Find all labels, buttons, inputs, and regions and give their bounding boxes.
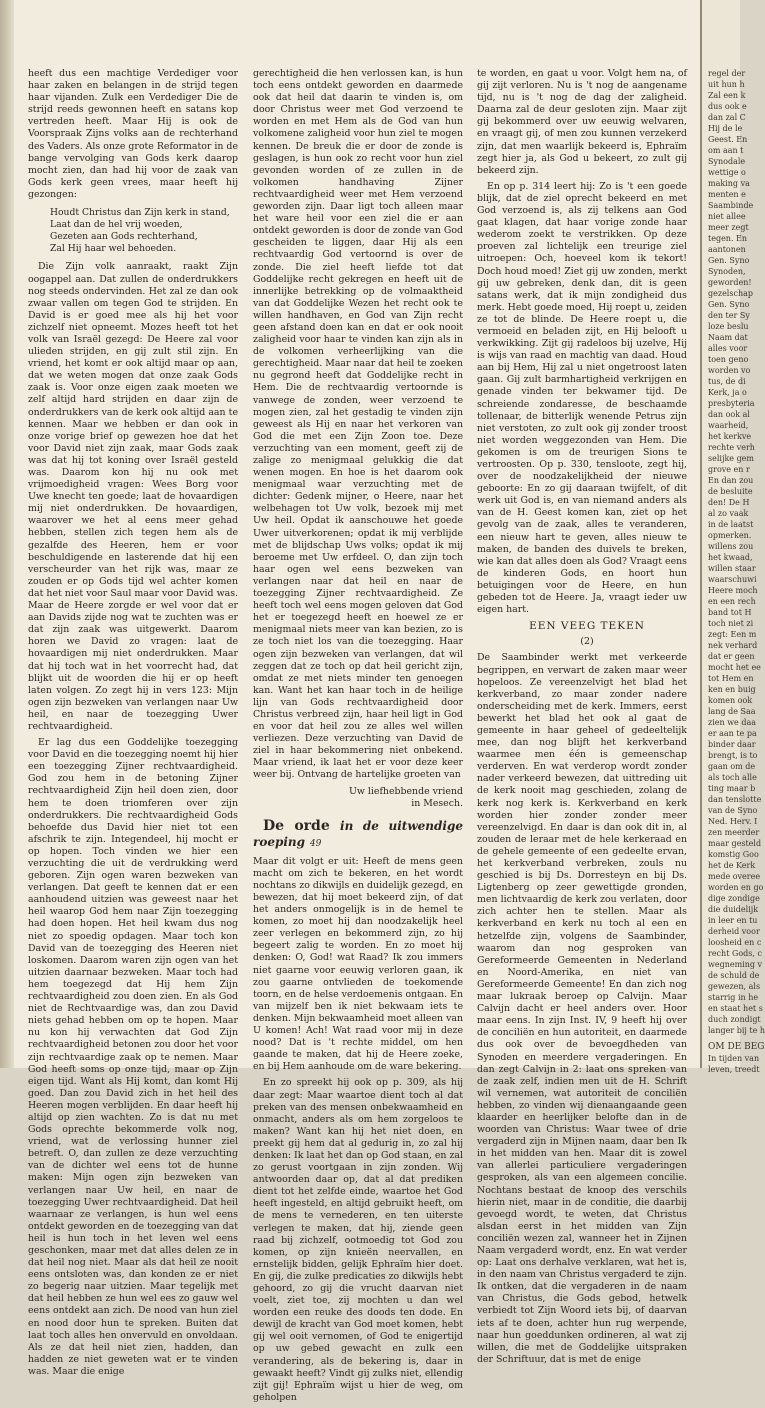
adjacent-text-fragment: al zo vaak bbox=[708, 509, 749, 518]
adjacent-text-fragment: rechte verh bbox=[708, 443, 755, 452]
adjacent-text-fragment: ken en buig bbox=[708, 685, 756, 694]
adjacent-text-fragment: het de Kerk bbox=[708, 861, 756, 870]
adjacent-text-fragment: gaan om de bbox=[708, 762, 756, 771]
col1-paragraph-1: heeft dus een machtige Verdediger voor haar zaken en belangen in de strijd tegen haar vijanden. Zulk een Verdediger Die de strijd reeds gewonnen heeft en satans kop vertreden heeft. Maar Hij is ook de Voorspraak Zijns volks aan de rechterhand des Vaders. Als onze grote Reformator in de bange vervolging van Gods kerk daarop mocht zien, dan had hij voor de zaak van Gods kerk geen vrees, maar heeft hij gezongen: bbox=[28, 68, 238, 200]
adjacent-text-fragment: toen geno bbox=[708, 355, 749, 364]
signature-line: Uw liefhebbende vriend bbox=[349, 785, 463, 797]
adjacent-text-fragment: komstig Goo bbox=[708, 850, 759, 859]
article-heading bbox=[253, 818, 463, 852]
adjacent-text-fragment: En dan zou bbox=[708, 476, 754, 485]
adjacent-text-fragment: wegneming v bbox=[708, 960, 763, 969]
adjacent-text-fragment: regel der bbox=[708, 69, 746, 78]
adjacent-text-fragment: opmerken. bbox=[708, 531, 752, 540]
adjacent-text-fragment: dus ook e bbox=[708, 102, 747, 111]
adjacent-text-fragment: loosheid en c bbox=[708, 938, 762, 947]
verse-line: Gezeten aan Gods rechterhand, bbox=[50, 231, 198, 243]
adjacent-text-fragment: leven, treedt bbox=[708, 1065, 760, 1074]
adjacent-text-fragment: recht Gods, c bbox=[708, 949, 762, 958]
adjacent-text-fragment: derheid voor bbox=[708, 927, 760, 936]
adjacent-text-fragment: gezelschap bbox=[708, 289, 753, 298]
adjacent-text-fragment: aantonen bbox=[708, 245, 746, 254]
adjacent-text-fragment: lang de Saa bbox=[708, 707, 756, 716]
adjacent-text-fragment: het kwaad, bbox=[708, 553, 753, 562]
adjacent-text-fragment: selijke gem bbox=[708, 454, 755, 463]
adjacent-text-fragment: Gen. Syno bbox=[708, 300, 750, 309]
adjacent-text-fragment: Synodale bbox=[708, 157, 746, 166]
adjacent-text-fragment: waarheid, bbox=[708, 421, 749, 430]
adjacent-text-fragment: meer zegt bbox=[708, 223, 749, 232]
adjacent-text-fragment: Geest. En bbox=[708, 135, 748, 144]
adjacent-text-fragment: niet allee bbox=[708, 212, 746, 221]
adjacent-text-fragment: Naam dat bbox=[708, 333, 748, 342]
adjacent-text-fragment: willen staar bbox=[708, 564, 756, 573]
adjacent-text-fragment: mede overee bbox=[708, 872, 761, 881]
col2-paragraph-2: Maar dit volgt er uit: Heeft de mens geen macht om zich te bekeren, en het wordt nochtans zo dikwijls en duidelijk gezegd, en bewezen, dat hij moet bekeerd zijn, of dat het anders onmogelijk is in de hemel te komen, zo moet hij dan noodzakelijk heel zeer verlegen en bekommerd zijn, zo hij begeert zalig te worden. En zo moet hij denken: O, God! wat Raad? Ik zou immers niet gaarne voor eeuwig verloren gaan, ik zou gaarne ontvlieden de toekomende toorn, en de helse verdoemenis ontgaan. En van mijzelf ben ik niet bekwaam iets te denken. Mijn bekwaamheid moet alleen van U komen! Ach! Wat raad voor mij in deze nood? Dat is 't rechte middel, om hen gaande te maken, dat hij de Heere zoeke, en bij Hem aanhoude om de ware bekering. bbox=[253, 855, 463, 1073]
adjacent-text-fragment: alles voor bbox=[708, 344, 748, 353]
adjacent-text-fragment: Zal een k bbox=[708, 91, 746, 100]
col3-paragraph-1: te worden, en gaat u voor. Volgt hem na, of gij zijt verloren. Nu is 't nog de aangename tijd, nu is 't nog de dag der zaligheid. Daarna zal de deur gesloten zijn. Maar zijt gij bekommerd over uw eeuwig welvaren, en vraagt gij, of men zou kunnen verzekerd zijn, dat men waarlijk bekeerd is, Ephraïm zegt hier ja, als God u bekeert, zo zult gij bekeerd zijn. bbox=[477, 68, 687, 176]
adjacent-text-fragment: dige zondige bbox=[708, 894, 760, 903]
adjacent-text-fragment: tus, de di bbox=[708, 377, 746, 386]
adjacent-text-fragment: uit hun h bbox=[708, 80, 745, 89]
adjacent-text-fragment: het kerkve bbox=[708, 432, 752, 441]
adjacent-text-fragment: worden en go bbox=[708, 883, 764, 892]
adjacent-text-fragment: de besluite bbox=[708, 487, 753, 496]
signature-line: in Mesech. bbox=[411, 797, 463, 809]
column-3 bbox=[477, 68, 687, 1370]
col3-paragraph-3: De Saambinder werkt met verkeerde begrippen, en verwart de zaken maar weer hopeloos. Ze vereenzelvigt het blad het kerkverband, zo maar zonder nadere onderscheiding met de kerk. Immers, eerst bewerkt het blad het ook al gaat de gemeente in haar geheel of gedeeltelijk mee, dan nog blijft het kerkverband waarmee men één is gemeenschap verderven. En wat verderop wordt zonder nader verkeerd bewezen, dat uittreding uit de kerk nooit mag geschieden, zolang de kerk nog kerk is. Kerkverband en kerk worden hier zonder zonder meer vereenzelvigd. En daar is dan ook dit in, al zouden de leraar met de hele kerkeraad en de gehele gemeente of een gedeelte ervan, het kerkverband verbreken, zouls nu geschied is bij Ds. Dorresteyn en bij Ds. Ligtenberg op zeer gewettigde gronden, men lichtvaardig de kerk zou verlaten, door zich achter hen te stellen. Maar als kerkverband en kerk nu toch al een en hetzelfde zijn, volgens de Saambinder, waarom dan nog gesproken van Gereformeerde Gemeenten in Nederland en Noord-Amerika, en niet van Gereformeerde Gemeente! En dan zich nog maar lukraak beroep op Calvijn. Maar Calvijn dacht er heel anders over. Hoor maar eens. In zijn Inst. IV, 9 heeft hij over de conciliën en hun autoriteit, en daarmede dus ook over de bevoegdheden van Synoden en meerdere vergaderingen. En dan zegt Calvijn in 2: laat ons spreken van de zaak zelf, indien men uit de H. Schrift wil vernemen, wat autoriteit de conciliën hebben, zo vinden wij dienaangaande geen klaarder en heerlijker belofte dan in de woorden van Christus: Waar twee of drie vergaderd zijn in Mijnen naam, daar ben Ik in het midden van hen. Maar dit is zowel van allerlei particuliere vergaderingen gesproken, als van een algemeen concilie. Nochtans bestaat de knoop des verschils hierin niet, maar in de conditie, die daarbij gevoegd wordt, te weten, dat Christus alsdan eerst in het midden van Zijn conciliën wezen zal, wanneer het in Zijnen Naam vergaderd wordt, enz. En wat verder op: Laat ons derhalve verklaren, wat het is, in den naam van Christus vergaderd te zijn. Ik ontken, dat die vergaderen in de naam van Christus, die Gods gebod, hetwelk verbiedt tot Zijn Woord iets bij, of daarvan iets af te doen, achter hun rug werpende, naar hun goeddunken ordineren, al wat zij willen, die met de Goddelijke uitspraken der Schriftuur, dat is met de enige bbox=[477, 652, 687, 1365]
section-title: EEN VEEG TEKEN bbox=[529, 620, 645, 633]
adjacent-text-fragment: in de laatst bbox=[708, 520, 754, 529]
adjacent-text-fragment: starrig in he bbox=[708, 993, 759, 1002]
heading-subtitle: in de uitwendige roeping bbox=[253, 818, 463, 849]
col2-paragraph-1: gerechtigheid die hen verlossen kan, is hun toch eens ontdekt geworden en daarmede ook dat heil dat daarin te vinden is, om door Christus weer met God verzoend te worden en met Hem als de God van hun volkomene zaligheid voor hun ziel te mogen kennen. De breuk die er door de zonde is geslagen, is hun ook zo recht voor hun ziel gevonden worden of ze zullen in de volkomen handhaving Zijner rechtvaardigheid weer met Hem verzoend geworden zijn. Daar ligt toch alleen maar het ware heil voor een ziel die er aan ontdekt geworden is door de zonde van God gescheiden te liggen, daar Hij als een rechtvaardig God vertoornd is over de zonde. Die ziel heeft liefde tot dat Goddelijke recht gekregen en heeft uit de innerlijke betrekking op de volmaaktheid van dat Goddelijke Wezen het recht ook te willen handhaven, en God van Zijn recht geen afstand doen kan en dat er ook nooit zaligheid voor haar te vinden kan zijn als in de volkomen verheerlijking van die gerechtigheid. Maar naar dat heil te zoeken nu gegrond heeft dat Goddelijke recht in Hem. Die de rechtvaardig vertoornde is vanwege de zonden, weer verzoend te mogen zien, zal het gestadig te vinden zijn geweest als Hij en naar het verkoren van God die met een Zijn Zoon toe. Deze verzuchting van een moment, geeft zij de zalige zo menigmaal gelukkig die dat wenen mogen. En hoe is het daarom ook menigmaal waar verzuchting met de dichter: Gedenk mijner, o Heere, naar het welbehagen tot Uw volk, bezoek mij met Uw heil. Opdat ik aanschouwe het goede Uwer uitverkorenen; opdat ik mij verblijde met de blijdschap Uws volks; opdat ik mij beroeme met Uw erfdeel. O, dan zijn toch haar ogen wel eens bezweken van verlangen naar dat heil en naar de toezegging Zijner rechtvaardigheid. Ze heeft toch wel eens mogen geloven dat God het er toegezegd heeft en hoewel ze er menigmaal niets meer van kan bezien, zo is ze toch niet los van die toezegging. Haar ogen zijn bezweken van verlangen, dat wil zeggen dat ze toch op dat heil gericht zijn, omdat ze met niets minder ten genoegen kan. Want het kan haar toch in de heilige lijn van Gods rechtvaardigheid door Christus verbreed zijn, haar heil ligt in God en voor dat heil zou ze alles wel willen verliezen. Deze verzuchting van David de ziel in haar bekommering niet onbekend. Maar vriend, ik laat het er voor deze keer weer bij. Ontvang de hartelijke groeten van bbox=[253, 68, 463, 781]
adjacent-text-fragment: van de Syno bbox=[708, 806, 758, 815]
verse-line: Houdt Christus dan Zijn kerk in stand, bbox=[50, 207, 230, 219]
adjacent-text-fragment: tot Hem en bbox=[708, 674, 754, 683]
adjacent-text-fragment: in leer en tu bbox=[708, 916, 758, 925]
adjacent-text-fragment: dan ook al bbox=[708, 410, 750, 419]
letter-signature bbox=[253, 786, 463, 810]
verse-line: Zal Hij haar wel behoeden. bbox=[50, 243, 177, 255]
adjacent-text-fragment: grove en r bbox=[708, 465, 750, 474]
heading-page-number: 49 bbox=[309, 838, 322, 849]
adjacent-text-fragment: ting maar b bbox=[708, 784, 756, 793]
adjacent-text-fragment: zen meerder bbox=[708, 828, 760, 837]
adjacent-text-fragment: den! De H bbox=[708, 498, 750, 507]
column-2 bbox=[253, 68, 463, 1408]
adjacent-text-fragment: binder daar bbox=[708, 740, 756, 749]
adjacent-text-fragment: maar gesteld bbox=[708, 839, 762, 848]
adjacent-text-fragment: waarschuwi bbox=[708, 575, 757, 584]
heading-title: De orde bbox=[263, 817, 330, 834]
adjacent-text-fragment: dan tenslotte bbox=[708, 795, 762, 804]
adjacent-text-fragment: om aan t bbox=[708, 146, 744, 155]
adjacent-text-fragment: presbyteria bbox=[708, 399, 755, 408]
adjacent-text-fragment: Saambinde bbox=[708, 201, 754, 210]
column-1 bbox=[28, 68, 238, 1382]
adjacent-text-fragment: band tot H bbox=[708, 608, 752, 617]
adjacent-text-fragment: er aan te pa bbox=[708, 729, 757, 738]
adjacent-text-fragment: Heere moch bbox=[708, 586, 758, 595]
adjacent-text-fragment: de schuld de bbox=[708, 971, 760, 980]
adjacent-text-fragment: geworden! bbox=[708, 278, 752, 287]
adjacent-text-fragment: dat er geen bbox=[708, 652, 755, 661]
adjacent-text-fragment: dan zal C bbox=[708, 113, 746, 122]
adjacent-text-fragment: als toch alle bbox=[708, 773, 757, 782]
col2-paragraph-3: En zo spreekt hij ook op p. 309, als hij daar zegt: Maar waartoe dient toch al dat preken van des mensen onbekwaamheid en onmacht, anders als om hem zorgeloos te maken? Want kan hij het niet doen, en preekt gij hem dat al gedurig in, zo zal hij denken: Ik laat het dan op God staan, en zal zo gerust voortgaan in zijn zonden. Wij antwoorden daar op, dat al dat prediken dient tot het zelfde einde, waartoe het God heeft ingesteld, en altijd gebruikt heeft, om de mens te vernederen, en ten uiterste verlegen te maken, dat hij, ziende geen raad bij zichzelf, ootmoedig tot God zou komen, op zijn knieën neervallen, en ernstelijk bidden, gelijk Ephraïm hier doet. En gij, die zulke predicaties zo dikwijls hebt gehoord, zo gij die vrucht daarvan niet voelt, ziet toe, zij mochten u dan wel worden een reuke des doods ten dode. En dewijl de kracht van God moet komen, hebt gij wel ooit vernomen, of God te enigertijd op uw gebed gewacht en zulk een verandering, als de bekering is, daar in gewaakt heeft? Vindt gij zulks niet, ellendig zijt gij! Ephraïm wijst u hier de weg, om geholpen bbox=[253, 1077, 463, 1403]
adjacent-text-fragment: Kerk, ja o bbox=[708, 388, 747, 397]
adjacent-text-fragment: die duidelijk bbox=[708, 905, 759, 914]
adjacent-text-fragment: langer bij te h bbox=[708, 1026, 765, 1035]
adjacent-text-fragment: Ned. Herv. I bbox=[708, 817, 758, 826]
adjacent-text-fragment: en een rech bbox=[708, 597, 756, 606]
adjacent-text-fragment: Gen. Syno bbox=[708, 256, 750, 265]
adjacent-text-fragment: nek verhard bbox=[708, 641, 758, 650]
adjacent-text-fragment: willens zou bbox=[708, 542, 754, 551]
adjacent-text-fragment: menten e bbox=[708, 190, 746, 199]
adjacent-text-fragment: komen ook bbox=[708, 696, 753, 705]
adjacent-text-fragment: tegen. En bbox=[708, 234, 748, 243]
hymn-verse bbox=[50, 207, 238, 255]
adjacent-text-fragment: mocht het ee bbox=[708, 663, 761, 672]
adjacent-text-fragment: brengt, is to bbox=[708, 751, 758, 760]
adjacent-text-fragment: zien we daa bbox=[708, 718, 756, 727]
adjacent-text-fragment: gewezen, als bbox=[708, 982, 761, 991]
adjacent-text-fragment: loze beslu bbox=[708, 322, 749, 331]
verse-line: Laat dan de hel vrij woeden, bbox=[50, 219, 183, 231]
adjacent-text-fragment: In tijden van bbox=[708, 1054, 760, 1063]
adjacent-page-edge bbox=[700, 0, 765, 1074]
adjacent-text-fragment: wettige o bbox=[708, 168, 746, 177]
col1-paragraph-3: Er lag dus een Goddelijke toezegging voor David en die toezegging noemt hij hier een toezegging Zijner rechtvaardigheid. God zou hem in de betoning Zijner rechtvaardigheid Zijn heil doen zien, door hem te doen triomferen over zijn onderdrukkers. Die rechtvaardigheid Gods behoefde dus David hier niet tot een afschrik te zijn. Integendeel, hij mocht er op hopen. Toch vinden we hier een verzuchting die uit de verdrukking werd geboren. Zijn ogen waren bezweken van verlangen. Dat geeft te kennen dat er een aanhoudend uitzien was geweest naar het heil waarop God hem naar Zijn toezegging had doen hopen. Het heil kwam dus nog niet zo spoedig opdagen. Maar toch kon David van de toezegging des Heeren niet loskomen. Daarom waren zijn ogen van het uitzien daarnaar bezweken. Maar toch had hem toegezegd dat Hij hem Zijn rechtvaardigheid zou doen zien. En als God niet de Rechtvaardige was, dan zou David niets gehad hebben om op te hopen. Maar nu kon hij verwachten dat God Zijn rechtvaardigheid betonen zou door het voor zijn rechtvaardige zaak op te nemen. Maar God heeft soms op onze tijd, maar op Zijn eigen tijd. Want als Hij komt, dan komt Hij goed. Dan zou David zich in het heil des Heeren mogen verblijden. En daar heeft hij altijd op zien wachten. Zo is dat nu met Gods oprechte bekommerde volk nog, vriend, wat de verlossing hunner ziel betreft. O, dan zullen ze deze verzuchting van de dichter wel eens tot de hunne maken: Mijn ogen zijn bezweken van verlangen naar Uw heil, en naar de toezegging Uwer rechtvaardigheid. Dat heil waarnaar ze verlangen, is hun wel eens ontdekt geworden en de toezegging van dat heil is hun toch in het leven wel eens geschonken, maar met dat alles delen ze in dat heil nog niet. Maar als dat heil ze nooit eens ontsloten was, dan konden ze er niet zo begerig naar uitzien. Maar tegelijk met dat heil hebben ze hun wel ees zo gauw wel eens ontdekt aan zich. De nood van hun ziel en nood door hun te spreken. Buiten dat laat toch alles hen onvervuld en onvoldaan. Als ze dat heil niet zien, hadden, dan hadden ze niet geweten wat er te vinden was. Maar die enige bbox=[28, 737, 238, 1377]
adjacent-text-fragment: duch zondigt bbox=[708, 1015, 761, 1024]
adjacent-text-fragment: making va bbox=[708, 179, 750, 188]
adjacent-text-fragment: en staat het s bbox=[708, 1004, 763, 1013]
col3-paragraph-2: En op p. 314 leert hij: Zo is 't een goede blijk, dat de ziel oprecht bekeerd en met God verzoend is, als zij telkens aan God gaat klagen, dat haar vorige zonde haar wederom zoekt te verstrikken. Op deze proeven zal lichtelijk een treurige ziel uitroepen: Och, hoeveel kom ik tekort! Doch houd moed! Ziet gij uw zonden, merkt gij uw gebreken, denk dan, dit is geen satans werk, dat ik mijn zondigheid dus merk. Hebt goede moed, Hij roept u, zeiden ze tot de blinde. De Heere roept u, die vermoeid en beladen zijt, en Hij belooft u verkwikking. Zijt gij radeloos bij uzelve, Hij is wijs van raad en machtig van daad. Houd aan bij Hem, Hij zal u niet ongetroost laten gaan. Gij zult barmhartigheid verkrijgen en genade vinden ter bekwamer tijd. De schreiende zondaresse, de beschaamde tollenaar, de bitterlijk wenende Petrus zijn niet verstoten, zo zult ook gij zonder troost niet worden weggezonden van Hem. Die gekomen is om de treurigen Sions te vertroosten. Op p. 330, tensloote, zegt hij, over de noodzakelijkheid der nieuwe geboorte: En zo gij daaraan twijfelt, of dit werk uit God is, en van niemand anders als van de H. Geest komen kan, ziet op het gevolg van de zaak, alles te veranderen, een nieuw hart te geven, alles nieuw te maken, de banden des duivels te breken, wie kan dat alles doen als God? Vraagt eens de kinderen Gods, en hoort hun betuigingen voor de Heere, en hun gebeden tot de Heere. Ja, vraagt ieder uw eigen hart. bbox=[477, 180, 687, 616]
adjacent-text-fragment: den ter Sy bbox=[708, 311, 750, 320]
adjacent-heading: OM DE BEG bbox=[708, 1042, 765, 1052]
adjacent-text-fragment: Hij de le bbox=[708, 124, 743, 133]
adjacent-text-fragment: toch niet zi bbox=[708, 619, 754, 628]
adjacent-text-fragment: Synoden, bbox=[708, 267, 746, 276]
page-binding bbox=[0, 0, 14, 1068]
adjacent-text-fragment: worden vo bbox=[708, 366, 751, 375]
adjacent-text-fragment: zegt: Een m bbox=[708, 630, 757, 639]
col1-paragraph-2: Die Zijn volk aanraakt, raakt Zijn oogappel aan. Dat zullen de onderdrukkers nog steeds ondervinden. Het zal ze dan ook zwaar vallen om tegen God te strijden. En David is er goed mee als hij het voor zichzelf niet opneemt. Mozes heeft tot het volk van Israël gezegd: De Heere zal voor ulieden strijden, en gij zult stil zijn. En vriend, het komt er ook altijd maar op aan, dat we weten mogen dat onze zaak Gods zaak is. Voor onze eigen zaak moeten we zelf altijd hard strijden en daar zijn de onderdrukkers van de kerk ook altijd aan te kennen. Maar we hebben er dan ook in onze vorige brief op gewezen hoe dat het voor David niet zijn zaak, maar Gods zaak was dat hij tot koning over Israël gesteld was. Daarom kon hij nu ook met vrijmoedigheid vragen: Wees Borg voor Uwe knecht ten goede; laat de hovaardigen mij niet onderdrukken. De hovaardigen, waarover we het al eens meer gehad hebben, stellen zich tegen hem als de gezalfde des Heeren, hem er voor beschuldigende en lasterende dat hij een verscheurder van het rijk was, maar ze zouden er op Gods tijd wel achter komen dat het niet voor Saul maar voor David was. Maar de Heere zorgde er wel voor dat er aan Davids zijde nog wat te zuchten was er dat zijn zaak was uitgewerkt. Daarom horen we David zo vragen: laat de hovaardigen mij niet onderdrukken. Maar dat hij toch wat in het voorrecht had, dat blijkt uit de woorden die hij er op heeft laten volgen. Zo zegt hij in vers 123: Mijn ogen zijn bezweken van verlangen naar Uw heil, en naar de toezegging Uwer rechtvaardigheid. bbox=[28, 261, 238, 732]
section-number: (2) bbox=[580, 636, 594, 648]
